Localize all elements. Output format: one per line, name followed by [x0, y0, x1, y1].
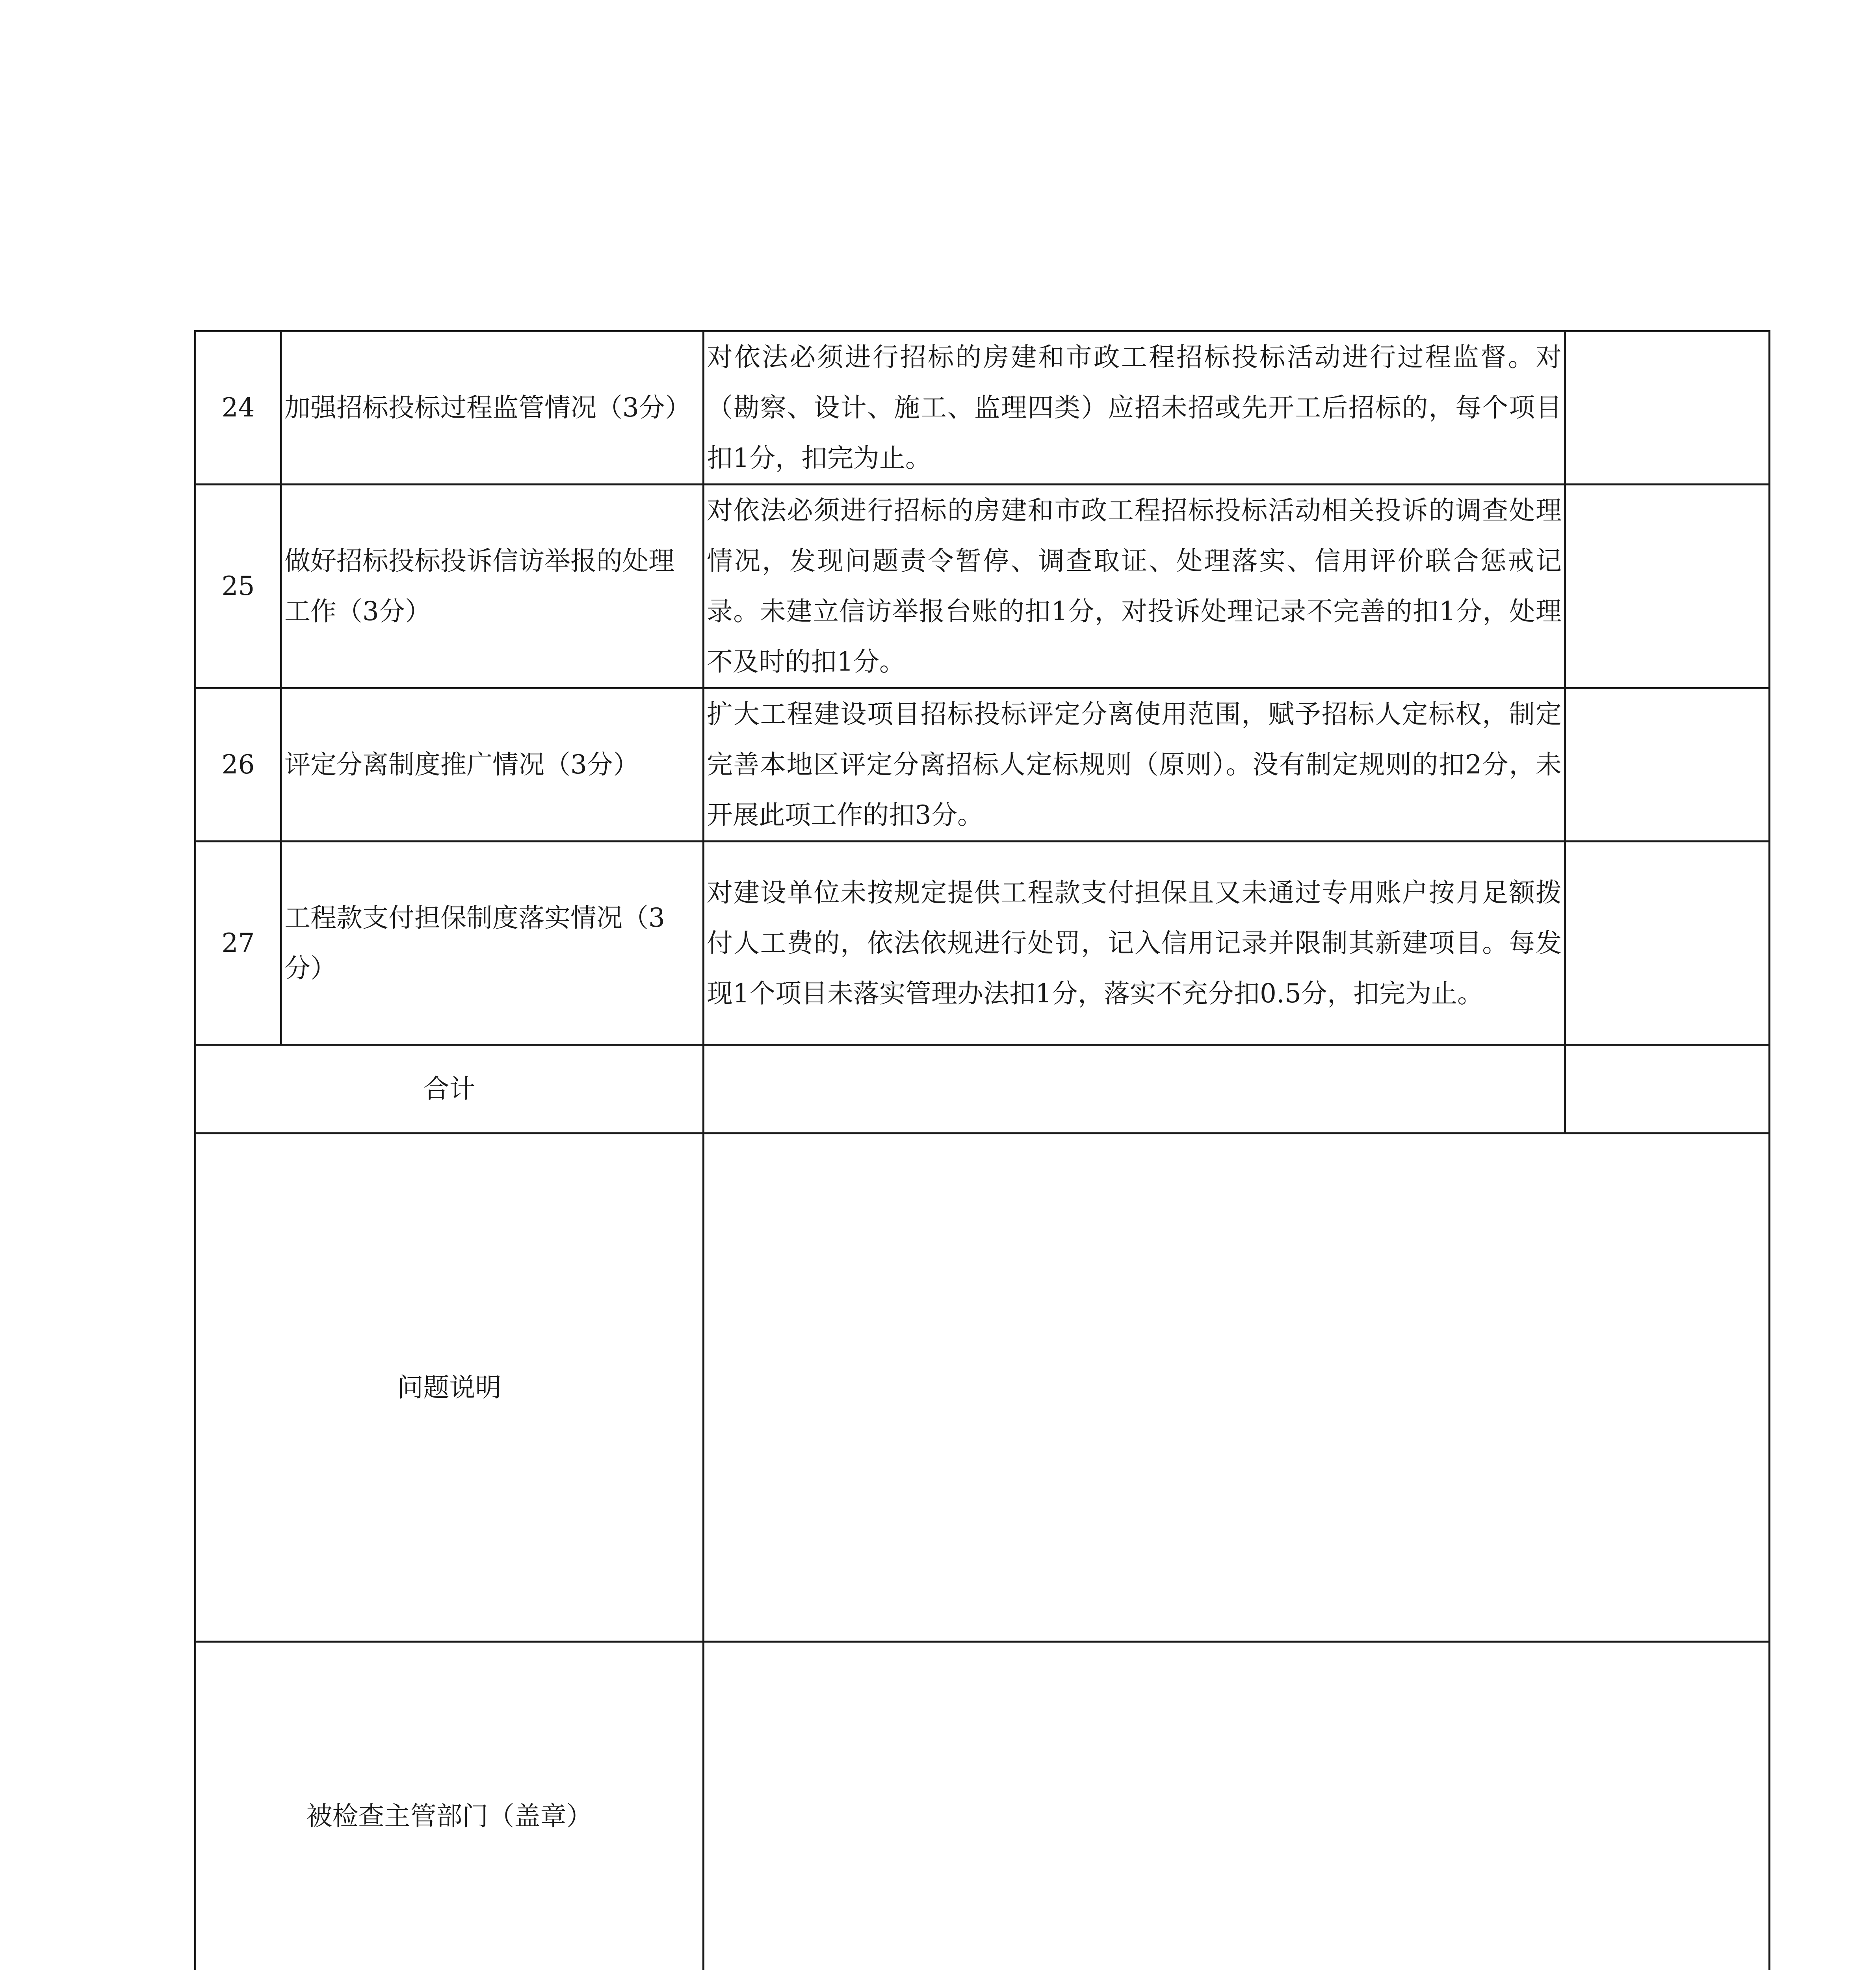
score-cell — [1565, 331, 1770, 485]
total-score — [1565, 1045, 1770, 1134]
problem-field — [704, 1134, 1770, 1642]
score-cell — [1565, 842, 1770, 1045]
check-item: 加强招标投标过程监管情况（3分） — [281, 331, 704, 485]
table-row — [195, 842, 1770, 1045]
inspected-dept-row — [195, 1642, 1770, 1970]
check-item: 评定分离制度推广情况（3分） — [281, 688, 704, 842]
score-cell — [1565, 688, 1770, 842]
table-row — [195, 688, 1770, 842]
check-item: 工程款支付担保制度落实情况（3分） — [281, 842, 704, 1045]
total-row — [195, 1045, 1770, 1134]
scoring-standard: 对依法必须进行招标的房建和市政工程招标投标活动相关投诉的调查处理情况，发现问题责令暂停、调查取证、处理落实、信用评价联合惩戒记录。未建立信访举报台账的扣1分，对投诉处理记录不完善的扣1分，处理不及时的扣1分。 — [704, 485, 1565, 688]
row-number: 25 — [195, 485, 281, 688]
total-value — [704, 1045, 1565, 1134]
row-number: 26 — [195, 688, 281, 842]
row-number: 27 — [195, 842, 281, 1045]
scoring-standard: 对建设单位未按规定提供工程款支付担保且又未通过专用账户按月足额拨付人工费的，依法依规进行处罚，记入信用记录并限制其新建项目。每发现1个项目未落实管理办法扣1分，落实不充分扣0.5分，扣完为止。 — [704, 842, 1565, 1045]
problem-row — [195, 1134, 1770, 1642]
total-label: 合计 — [195, 1045, 704, 1134]
scoring-standard: 扩大工程建设项目招标投标评定分离使用范围，赋予招标人定标权，制定完善本地区评定分离招标人定标规则（原则）。没有制定规则的扣2分，未开展此项工作的扣3分。 — [704, 688, 1565, 842]
inspected-dept-label: 被检查主管部门（盖章） — [195, 1642, 704, 1970]
row-number: 24 — [195, 331, 281, 485]
problem-label: 问题说明 — [195, 1134, 704, 1642]
scoring-standard: 对依法必须进行招标的房建和市政工程招标投标活动进行过程监督。对（勘察、设计、施工、监理四类）应招未招或先开工后招标的，每个项目扣1分，扣完为止。 — [704, 331, 1565, 485]
table-row — [195, 331, 1770, 485]
score-cell — [1565, 485, 1770, 688]
check-item: 做好招标投标投诉信访举报的处理工作（3分） — [281, 485, 704, 688]
table-row — [195, 485, 1770, 688]
inspected-dept-field — [704, 1642, 1770, 1970]
inspection-score-table — [194, 330, 1770, 1970]
